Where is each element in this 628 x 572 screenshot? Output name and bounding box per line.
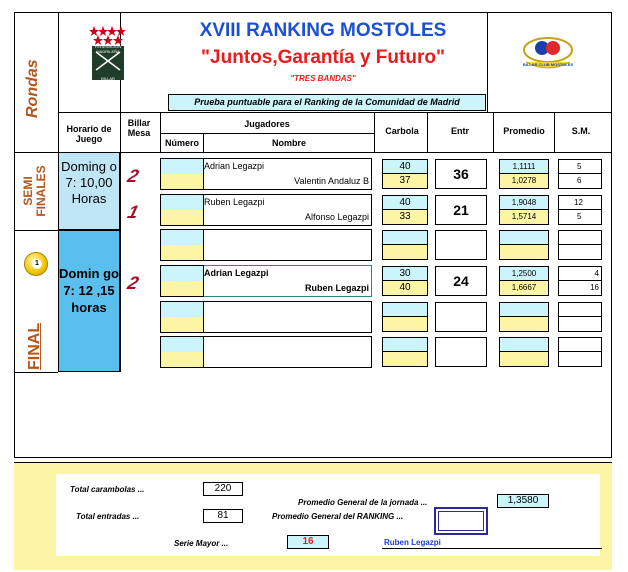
promedio-box[interactable]	[499, 159, 549, 189]
carambolas-2: 33	[383, 210, 427, 224]
total-entradas-label: Total entradas ...	[76, 512, 140, 521]
player-number-box[interactable]	[160, 265, 204, 297]
divider	[487, 12, 488, 112]
players-name-box[interactable]	[204, 265, 372, 297]
jugadores-header: Jugadores	[244, 119, 290, 129]
player-number-box[interactable]	[160, 158, 204, 190]
sm-1: 4	[559, 267, 601, 281]
total-carambolas-label: Total carambolas ...	[70, 485, 145, 494]
numero-header: Número	[164, 138, 199, 148]
players-name-box[interactable]	[204, 158, 372, 190]
mesa-number: 2	[125, 273, 141, 293]
sm-box[interactable]	[558, 266, 602, 296]
promedio-box[interactable]	[499, 230, 549, 260]
promedio-1: 1,9048	[500, 196, 548, 210]
players-name-box[interactable]	[204, 301, 372, 333]
players-name-box[interactable]	[204, 336, 372, 368]
divider	[374, 112, 375, 152]
sm-box[interactable]	[558, 159, 602, 189]
sm-box[interactable]	[558, 302, 602, 332]
modality-label: "TRES BANDAS"	[290, 74, 356, 83]
sm-box[interactable]	[558, 337, 602, 367]
divider	[14, 372, 58, 373]
federation-logo-text	[91, 44, 125, 54]
entradas-box[interactable]	[435, 230, 487, 260]
player2-name: Ruben Legazpi	[304, 283, 369, 293]
player-number-box[interactable]	[160, 194, 204, 226]
promedio-1: 1,1111	[500, 160, 548, 174]
sm-2: 5	[577, 212, 582, 221]
sm-box[interactable]	[558, 230, 602, 260]
divider	[58, 112, 612, 113]
semi-schedule: Doming o 7: 10,00 Horas	[58, 152, 120, 230]
sm-2: 16	[590, 283, 599, 292]
promedio-box[interactable]	[499, 302, 549, 332]
club-logo-text: BILLAR CLUB MOSTOLES	[522, 62, 574, 67]
player-number-box[interactable]	[160, 301, 204, 333]
divider	[427, 112, 428, 152]
carambolas-box[interactable]	[382, 266, 428, 296]
carambolas-1: 30	[383, 267, 427, 281]
carambolas-2: 37	[383, 174, 427, 188]
entradas-box[interactable]: 24	[435, 266, 487, 296]
page-subtitle: "Juntos,Garantía y Futuro"	[201, 47, 445, 68]
total-carambolas-value: 220	[203, 482, 243, 496]
player2-name: Valentin Andaluz B	[294, 176, 369, 186]
entradas-box[interactable]	[435, 302, 487, 332]
player1-name: Ruben Legazpi	[204, 197, 265, 207]
divider	[14, 230, 58, 231]
carambolas-box[interactable]	[382, 230, 428, 260]
federation-logo-billar: BILLAR	[101, 76, 115, 81]
players-name-box[interactable]	[204, 194, 372, 226]
serie-mayor-player: Ruben Legazpi	[384, 538, 441, 547]
carambolas-1: 40	[383, 160, 427, 174]
promedio-jornada-value: 1,3580	[497, 494, 549, 508]
mesa-number: 2	[125, 166, 141, 186]
sm-box[interactable]	[558, 195, 602, 225]
horario-header: Horario de Juego	[66, 124, 112, 144]
serie-mayor-label: Serie Mayor ...	[174, 539, 229, 548]
entradas-box[interactable]	[435, 337, 487, 367]
logo-text-line: FEDERACION	[94, 44, 122, 49]
final-schedule: Domin go 7: 12 ,15 horas	[58, 230, 120, 372]
player-number-box[interactable]	[160, 336, 204, 368]
player1-name: Adrian Legazpi	[204, 161, 265, 171]
carbola-header: Carbola	[385, 126, 419, 136]
carambolas-box[interactable]	[382, 159, 428, 189]
club-logo	[520, 30, 576, 74]
total-entradas-value: 81	[203, 509, 243, 523]
divider	[160, 133, 374, 134]
entr-header: Entr	[451, 126, 469, 136]
players-name-box[interactable]	[204, 229, 372, 261]
entradas-box[interactable]: 36	[435, 159, 487, 189]
divider	[493, 112, 494, 152]
mesa-number: 1	[125, 202, 141, 222]
carambolas-box[interactable]	[382, 195, 428, 225]
entradas-box[interactable]: 21	[435, 195, 487, 225]
promedio-box[interactable]	[499, 337, 549, 367]
promedio-box[interactable]	[499, 195, 549, 225]
banner: Prueba puntuable para el Ranking de la Comunidad de Madrid	[168, 94, 486, 111]
promedio-box[interactable]	[499, 266, 549, 296]
serie-mayor-value: 16	[287, 535, 329, 549]
rondas-label: Rondas	[24, 59, 41, 118]
promedio-jornada-label: Promedio General de la jornada ...	[298, 498, 428, 507]
promedio-ranking-value	[434, 507, 488, 535]
divider	[14, 152, 15, 372]
page-title: XVIII RANKING MOSTOLES	[199, 20, 447, 41]
semi-label: SEMI FINALES	[21, 165, 48, 217]
promedio-2: 1,6667	[500, 281, 548, 295]
promedio-2: 1,0278	[500, 174, 548, 188]
promedio-header: Promedio	[503, 126, 545, 136]
carambolas-box[interactable]	[382, 337, 428, 367]
player1-name: Adrian Legazpi	[204, 268, 269, 278]
sm-header: S.M.	[571, 126, 591, 136]
final-label: FINAL	[26, 322, 43, 370]
divider	[554, 112, 555, 152]
promedio-1: 1,2500	[500, 267, 548, 281]
divider	[382, 548, 602, 549]
promedio-2: 1,5714	[500, 210, 548, 224]
billiard-ball-icon: 1	[24, 252, 48, 276]
logo-text-line: MADRILEÑA	[96, 49, 120, 54]
nombre-header: Nombre	[271, 138, 306, 148]
sm-2: 6	[577, 176, 582, 185]
carambolas-box[interactable]	[382, 302, 428, 332]
player-number-box[interactable]	[160, 229, 204, 261]
carambolas-2: 40	[383, 281, 427, 295]
player2-name: Alfonso Legazpi	[304, 212, 369, 222]
billar-header: Billar Mesa	[127, 118, 151, 138]
sm-1: 12	[559, 196, 601, 210]
sm-1: 5	[559, 160, 601, 174]
promedio-ranking-label: Promedio General del RANKING ...	[272, 512, 404, 521]
carambolas-1: 40	[383, 196, 427, 210]
